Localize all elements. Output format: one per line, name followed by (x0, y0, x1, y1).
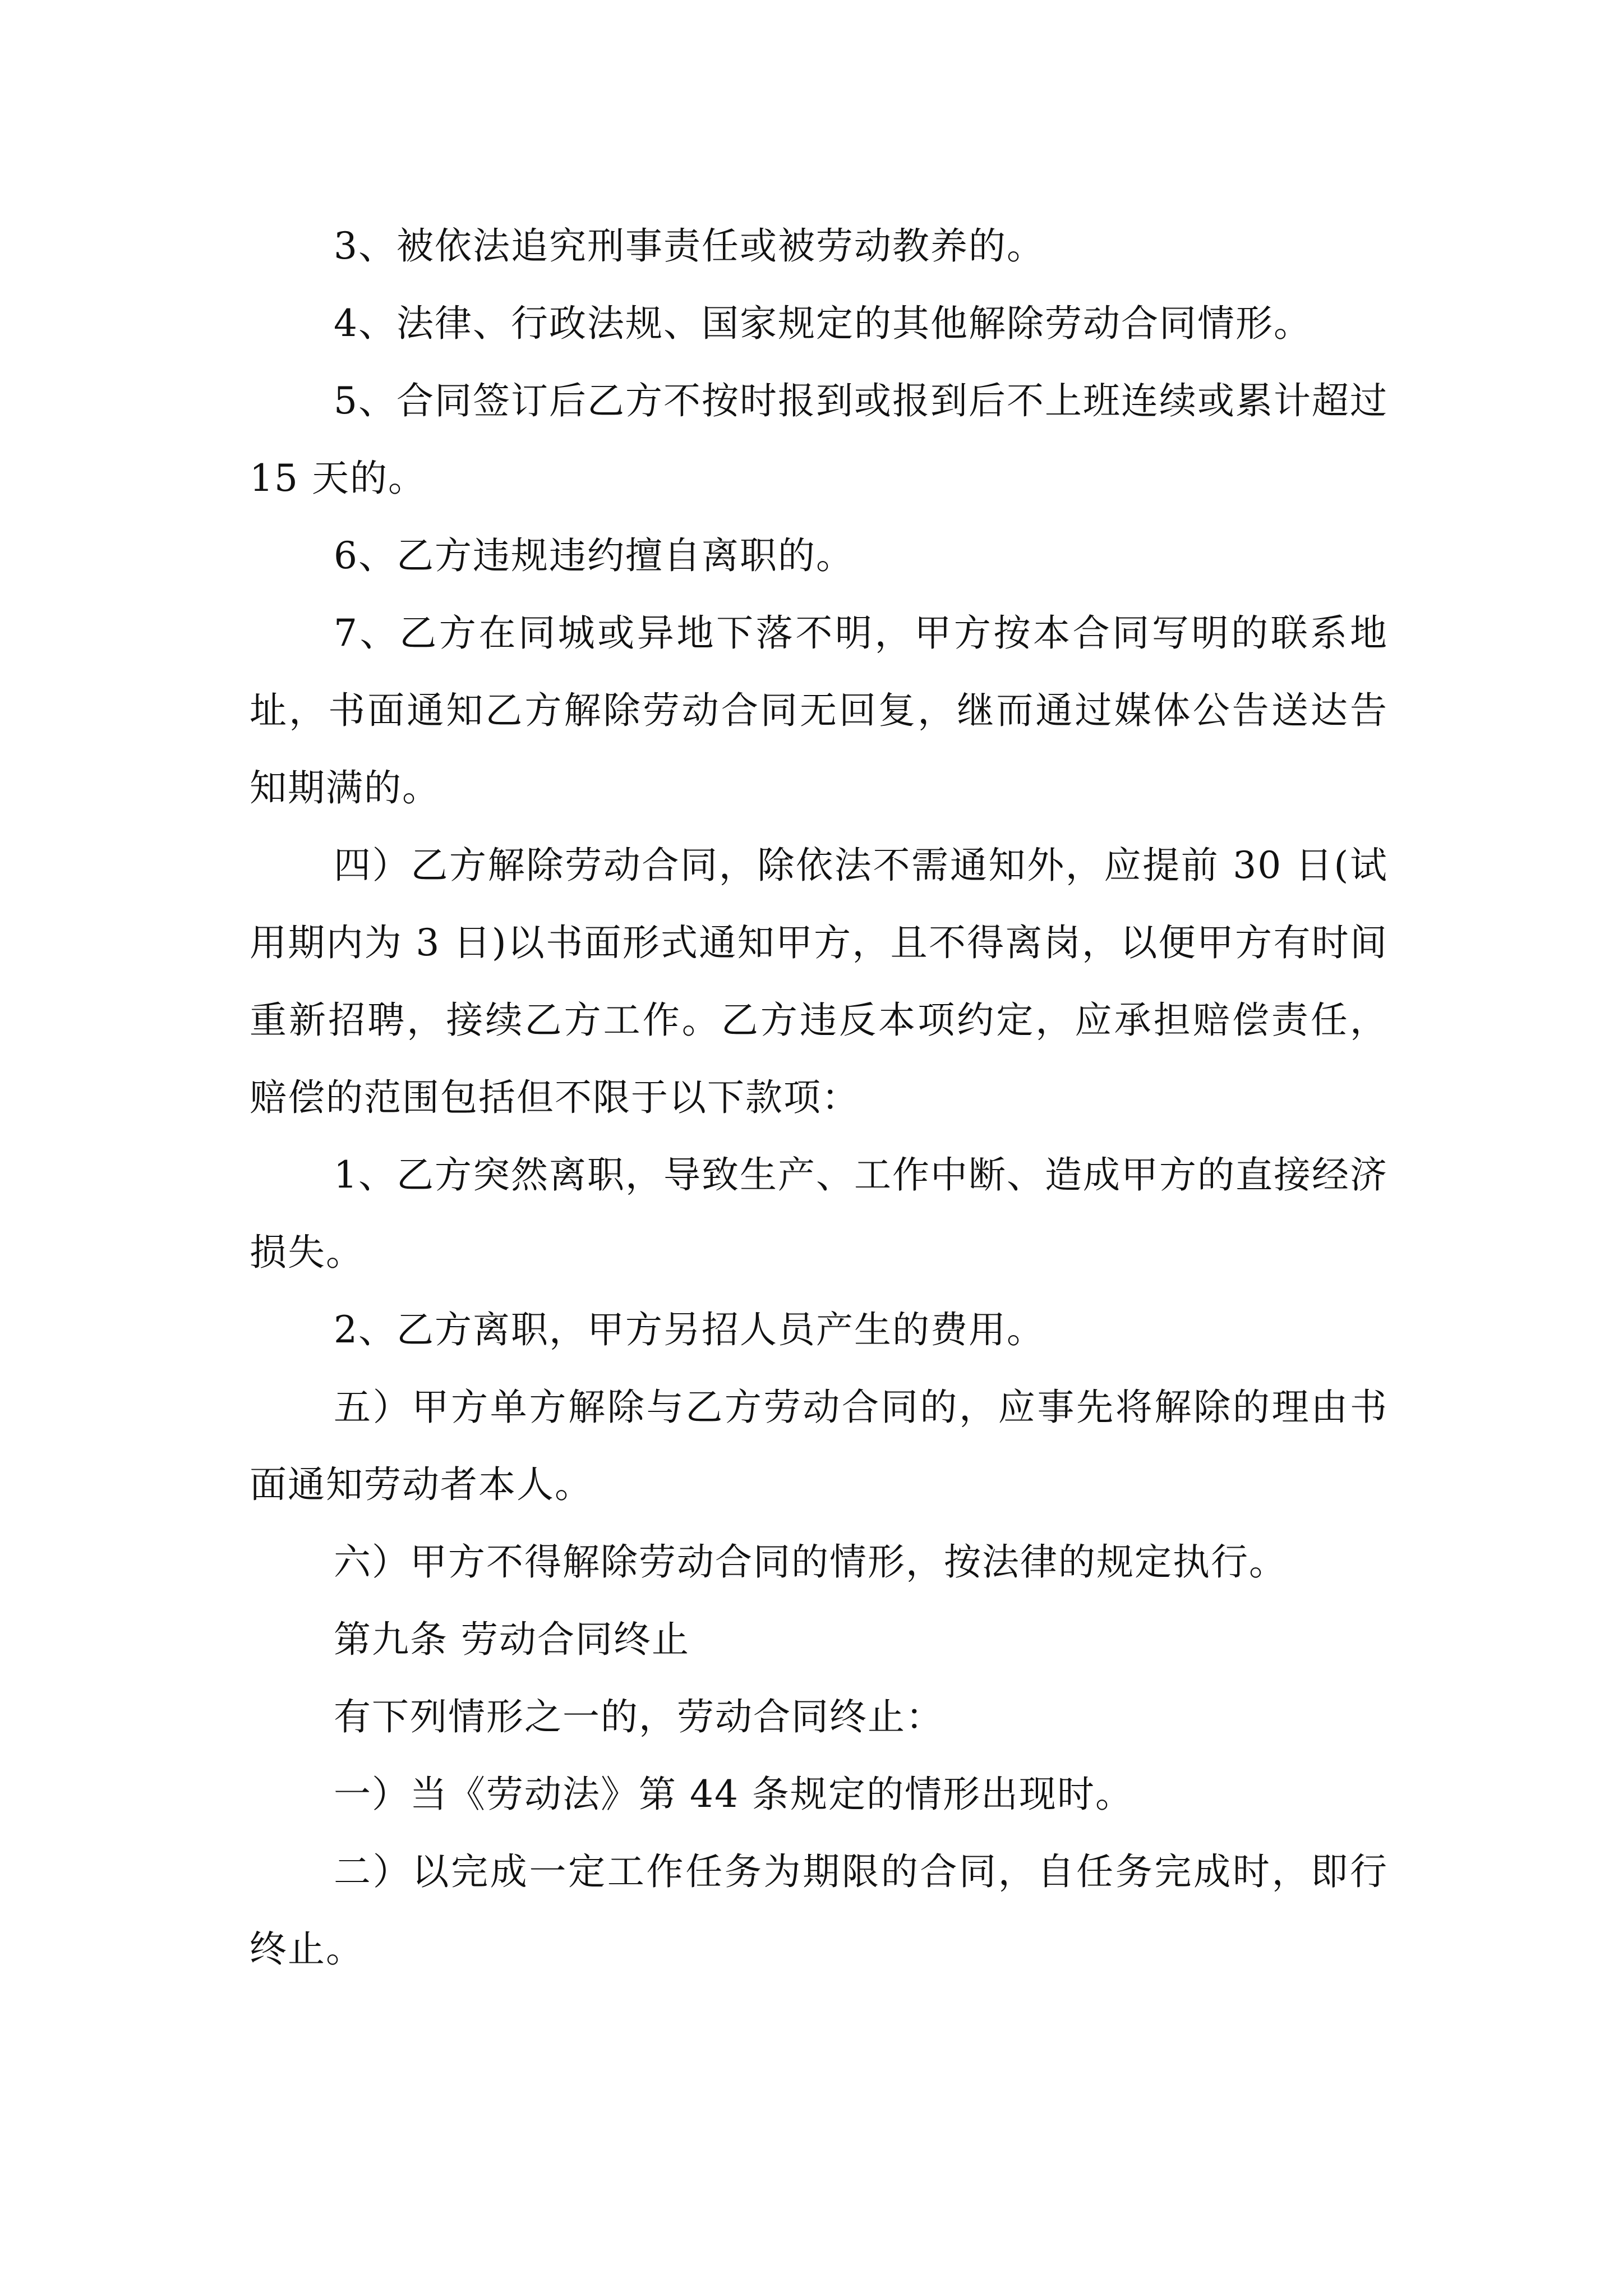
article-9-clause-1: 一）当《劳动法》第 44 条规定的情形出现时。 (334, 1773, 1133, 1816)
paragraph-item-6: 6、乙方违规违约擅自离职的。 (334, 534, 854, 577)
paragraph-item-7: 7、乙方在同城或异地下落不明，甲方按本合同写明的联系地址，书面通知乙方解除劳动合同无回复，继而通过媒体公告送达告知期满的。 (250, 611, 1388, 809)
paragraph-item-4: 4、法律、行政法规、国家规定的其他解除劳动合同情形。 (334, 302, 1312, 345)
paragraph-compensation-1: 1、乙方突然离职，导致生产、工作中断、造成甲方的直接经济损失。 (250, 1153, 1388, 1274)
document-body (250, 208, 1388, 1988)
article-9-clause-2: 二）以完成一定工作任务为期限的合同，自任务完成时，即行终止。 (250, 1850, 1388, 1971)
paragraph-section-5: 五）甲方单方解除与乙方劳动合同的，应事先将解除的理由书面通知劳动者本人。 (250, 1386, 1388, 1506)
paragraph-section-6: 六）甲方不得解除劳动合同的情形，按法律的规定执行。 (334, 1540, 1287, 1584)
paragraph-section-4: 四）乙方解除劳动合同，除依法不需通知外，应提前 30 日(试用期内为 3 日)以书面形式通知甲方，且不得离岗，以便甲方有时间重新招聘，接续乙方工作。乙方违反本项约定，应承担赔偿责任，赔偿的范围包括但不限于以下款项： (250, 844, 1388, 1119)
article-9-heading: 第九条 劳动合同终止 (334, 1618, 690, 1661)
article-9-intro: 有下列情形之一的，劳动合同终止： (334, 1695, 944, 1738)
paragraph-item-5: 5、合同签订后乙方不按时报到或报到后不上班连续或累计超过 15 天的。 (250, 379, 1388, 500)
paragraph-compensation-2: 2、乙方离职，甲方另招人员产生的费用。 (334, 1308, 1045, 1351)
paragraph-item-3: 3、被依法追究刑事责任或被劳动教养的。 (334, 224, 1045, 268)
